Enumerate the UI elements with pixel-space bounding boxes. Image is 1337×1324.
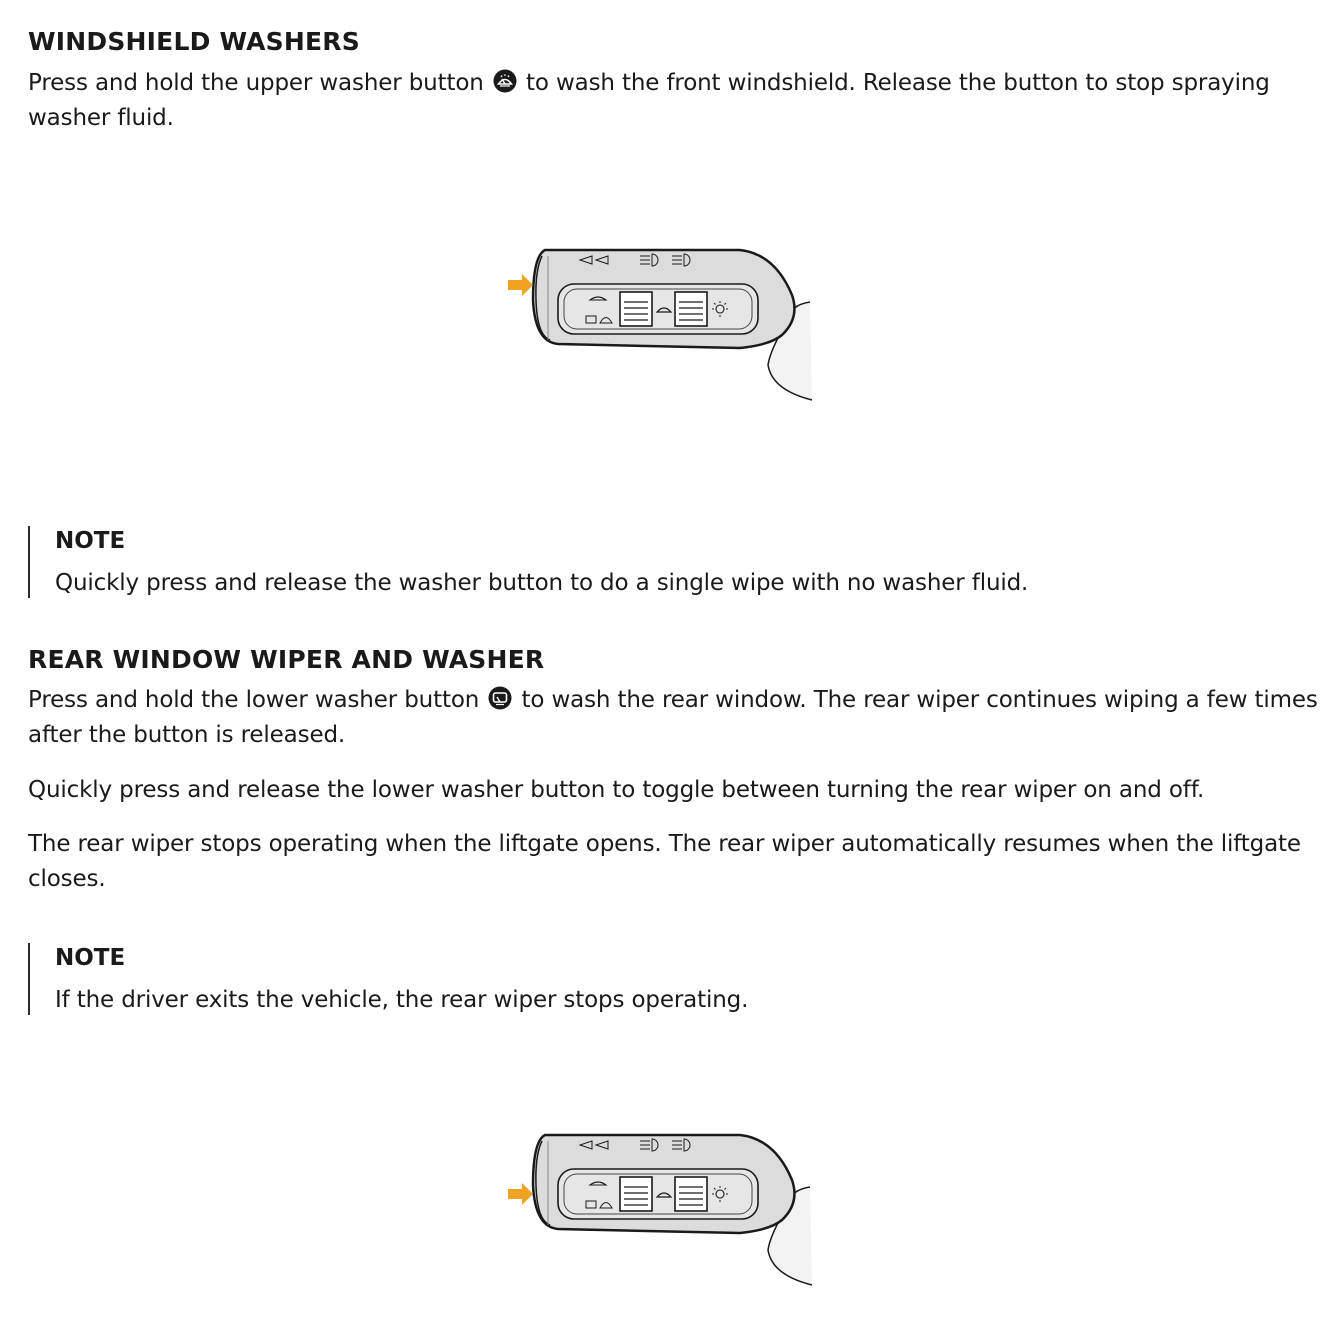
stalk-body (533, 250, 812, 400)
note-title: NOTE (55, 528, 126, 554)
rear-window-paragraph-1 (28, 683, 1318, 753)
rear-window-paragraph-3: The rear wiper stops operating when the liftgate opens. The rear wiper automatically resumes when the liftgate closes. (28, 831, 1301, 892)
section-heading-rear-window: REAR WINDOW WIPER AND WASHER (28, 645, 545, 674)
note-callout-2 (28, 943, 1255, 1015)
windshield-washers-paragraph (28, 66, 1318, 136)
paragraph-text: Press and hold the upper washer button (28, 70, 484, 96)
section-heading-windshield-washers: WINDSHIELD WASHERS (28, 27, 360, 56)
arrow-icon (508, 274, 533, 296)
note-title: NOTE (55, 945, 126, 971)
wiper-stalk-illustration-lower (500, 1125, 820, 1295)
note-text: If the driver exits the vehicle, the rear wiper stops operating. (55, 987, 749, 1013)
front-washer-icon (493, 69, 517, 93)
paragraph-text: to wash the rear window. The rear wiper continues wiping a few times after the button is released. (28, 687, 1318, 748)
arrow-icon (508, 1183, 533, 1205)
stalk-body (533, 1135, 812, 1285)
rear-window-paragraph-2: Quickly press and release the lower washer button to toggle between turning the rear wiper on and off. (28, 777, 1205, 803)
paragraph-text: to wash the front windshield. Release the button to stop spraying washer fluid. (28, 70, 1270, 131)
paragraph-text: Press and hold the lower washer button (28, 687, 480, 713)
rear-washer-icon (488, 686, 512, 710)
note-text: Quickly press and release the washer button to do a single wipe with no washer fluid. (55, 570, 1029, 596)
wiper-stalk-illustration-upper (500, 240, 820, 410)
note-callout-1 (28, 526, 1255, 598)
